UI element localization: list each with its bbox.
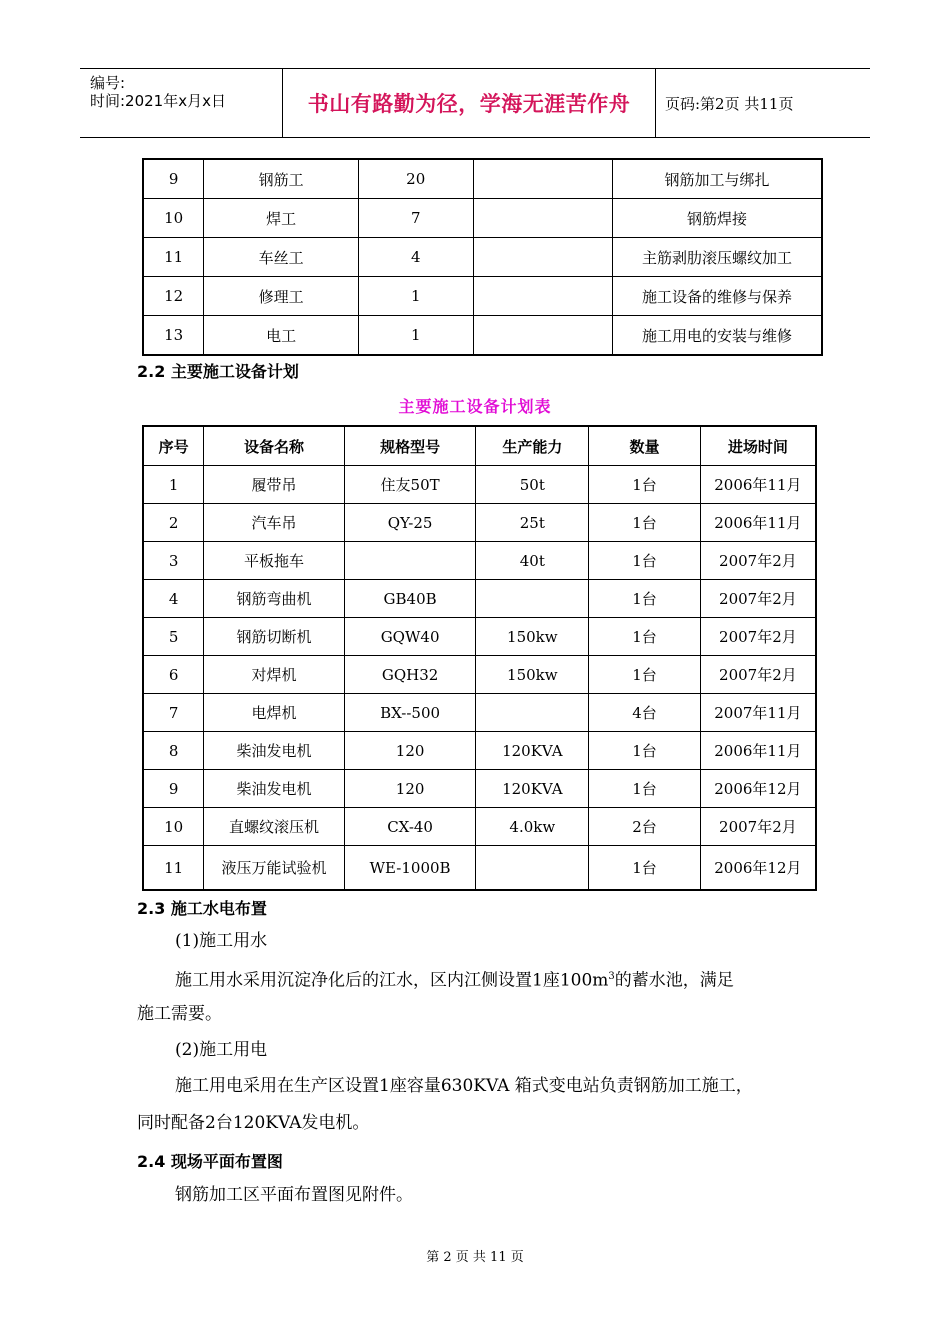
table-row	[143, 618, 816, 656]
motto-text: 书山有路勤为径，学海无涯苦作舟	[307, 91, 631, 116]
equipment-cell: WE-1000B	[344, 846, 476, 891]
equipment-cell: 9	[143, 770, 204, 808]
table-row	[143, 277, 822, 316]
equipment-cell: 1台	[589, 656, 701, 694]
water-sup: 3	[608, 971, 615, 982]
labor-cell-trade: 焊工	[204, 199, 359, 238]
table-row	[143, 542, 816, 580]
table-row	[143, 846, 816, 891]
equipment-cell: GQW40	[344, 618, 476, 656]
equipment-cell: 钢筋弯曲机	[204, 580, 344, 618]
equipment-header-cell: 设备名称	[204, 426, 344, 466]
equipment-cell: 钢筋切断机	[204, 618, 344, 656]
equipment-cell: 1台	[589, 846, 701, 891]
equipment-cell: 2007年11月	[700, 694, 816, 732]
equipment-cell: 2007年2月	[700, 580, 816, 618]
labor-cell-no: 12	[143, 277, 204, 316]
labor-cell-count: 1	[358, 316, 473, 356]
equipment-cell: 1台	[589, 504, 701, 542]
labor-cell-task: 钢筋加工与绑扎	[613, 159, 822, 199]
equipment-cell: 7	[143, 694, 204, 732]
equipment-cell: CX-40	[344, 808, 476, 846]
labor-cell-no: 9	[143, 159, 204, 199]
equipment-cell: 40t	[476, 542, 589, 580]
equipment-cell: 8	[143, 732, 204, 770]
labor-cell-extra	[473, 316, 613, 356]
labor-cell-extra	[473, 159, 613, 199]
doc-time-label: 时间:2021年x月x日	[90, 92, 226, 110]
power-subheading: (2)施工用电	[175, 1040, 268, 1060]
equipment-cell: 11	[143, 846, 204, 891]
equipment-cell: 1台	[589, 618, 701, 656]
equipment-cell: 1台	[589, 732, 701, 770]
equipment-cell	[476, 846, 589, 891]
equipment-cell: 2006年12月	[700, 846, 816, 891]
water-text-a: 施工用水采用沉淀净化后的江水，区内江侧设置1座100m	[175, 970, 609, 991]
labor-cell-count: 1	[358, 277, 473, 316]
labor-cell-trade: 电工	[204, 316, 359, 356]
labor-cell-count: 20	[358, 159, 473, 199]
table-row	[143, 504, 816, 542]
table-row	[143, 770, 816, 808]
equipment-cell: 汽车吊	[204, 504, 344, 542]
equipment-cell: 2006年11月	[700, 732, 816, 770]
page-footer: 第 2 页 共 11 页	[426, 1250, 524, 1265]
equipment-cell: 120	[344, 732, 476, 770]
equipment-cell: 25t	[476, 504, 589, 542]
equipment-header-cell: 生产能力	[476, 426, 589, 466]
equipment-table	[142, 425, 817, 891]
table-row	[143, 656, 816, 694]
equipment-cell: 2台	[589, 808, 701, 846]
equipment-cell: 5	[143, 618, 204, 656]
header-page-info: 页码:第2页 共11页	[665, 94, 794, 113]
power-paragraph-line-1: 施工用电采用在生产区设置1座容量630KVA 箱式变电站负责钢筋加工施工，	[175, 1076, 753, 1096]
equipment-cell: 直螺纹滚压机	[204, 808, 344, 846]
table-row	[143, 159, 822, 199]
equipment-cell: 住友50T	[344, 466, 476, 504]
equipment-cell: 10	[143, 808, 204, 846]
equipment-cell: GB40B	[344, 580, 476, 618]
labor-cell-count: 7	[358, 199, 473, 238]
water-paragraph-line-1	[175, 967, 734, 991]
equipment-cell: 履带吊	[204, 466, 344, 504]
equipment-cell: 2007年2月	[700, 542, 816, 580]
labor-table	[142, 158, 823, 356]
header-motto	[282, 69, 656, 137]
labor-cell-extra	[473, 277, 613, 316]
equipment-cell: 柴油发电机	[204, 732, 344, 770]
equipment-cell: 液压万能试验机	[204, 846, 344, 891]
equipment-header-cell: 数量	[589, 426, 701, 466]
equipment-cell: 1台	[589, 580, 701, 618]
equipment-cell: 电焊机	[204, 694, 344, 732]
labor-cell-trade: 钢筋工	[204, 159, 359, 199]
equipment-table-header	[143, 426, 816, 466]
equipment-cell: 4.0kw	[476, 808, 589, 846]
equipment-cell: BX--500	[344, 694, 476, 732]
equipment-cell: 2006年11月	[700, 466, 816, 504]
equipment-cell	[476, 694, 589, 732]
water-text-b: 的蓄水池，满足	[614, 970, 734, 991]
section-2-2-heading: 2.2 主要施工设备计划	[137, 362, 299, 381]
equipment-cell: QY-25	[344, 504, 476, 542]
labor-cell-trade: 修理工	[204, 277, 359, 316]
labor-cell-task: 施工用电的安装与维修	[613, 316, 822, 356]
equipment-cell: 1台	[589, 466, 701, 504]
equipment-cell: 2007年2月	[700, 618, 816, 656]
doc-number-label: 编号:	[90, 74, 126, 92]
equipment-cell: 2006年11月	[700, 504, 816, 542]
equipment-cell: 平板拖车	[204, 542, 344, 580]
equipment-cell: GQH32	[344, 656, 476, 694]
table-row	[143, 238, 822, 277]
equipment-cell: 4台	[589, 694, 701, 732]
table-row	[143, 466, 816, 504]
page-header	[80, 68, 870, 138]
equipment-cell: 3	[143, 542, 204, 580]
equipment-cell: 50t	[476, 466, 589, 504]
table-row	[143, 694, 816, 732]
table-row	[143, 580, 816, 618]
table-row	[143, 199, 822, 238]
equipment-cell: 2006年12月	[700, 770, 816, 808]
water-paragraph-line-2: 施工需要。	[137, 1004, 222, 1024]
equipment-cell	[476, 580, 589, 618]
labor-cell-task: 主筋剥肋滚压螺纹加工	[613, 238, 822, 277]
equipment-cell: 150kw	[476, 618, 589, 656]
equipment-cell: 150kw	[476, 656, 589, 694]
equipment-cell: 120	[344, 770, 476, 808]
header-meta	[80, 69, 282, 137]
equipment-table-caption: 主要施工设备计划表	[398, 397, 552, 416]
section-2-4-heading: 2.4 现场平面布置图	[137, 1152, 283, 1171]
equipment-cell: 柴油发电机	[204, 770, 344, 808]
labor-cell-trade: 车丝工	[204, 238, 359, 277]
equipment-cell: 1	[143, 466, 204, 504]
equipment-header-cell: 序号	[143, 426, 204, 466]
equipment-cell: 2007年2月	[700, 808, 816, 846]
equipment-cell: 对焊机	[204, 656, 344, 694]
power-paragraph-line-2: 同时配备2台120KVA发电机。	[137, 1113, 370, 1133]
table-row	[143, 732, 816, 770]
equipment-cell: 120KVA	[476, 770, 589, 808]
equipment-cell: 2	[143, 504, 204, 542]
equipment-cell: 1台	[589, 542, 701, 580]
water-subheading: (1)施工用水	[175, 931, 268, 951]
equipment-cell: 1台	[589, 770, 701, 808]
layout-paragraph: 钢筋加工区平面布置图见附件。	[175, 1185, 413, 1205]
equipment-cell: 4	[143, 580, 204, 618]
labor-cell-no: 13	[143, 316, 204, 356]
labor-cell-no: 10	[143, 199, 204, 238]
equipment-cell: 120KVA	[476, 732, 589, 770]
table-row	[143, 808, 816, 846]
labor-cell-task: 钢筋焊接	[613, 199, 822, 238]
labor-cell-no: 11	[143, 238, 204, 277]
equipment-cell	[344, 542, 476, 580]
equipment-cell: 6	[143, 656, 204, 694]
equipment-header-cell: 规格型号	[344, 426, 476, 466]
labor-cell-extra	[473, 238, 613, 277]
labor-cell-count: 4	[358, 238, 473, 277]
equipment-cell: 2007年2月	[700, 656, 816, 694]
labor-cell-task: 施工设备的维修与保养	[613, 277, 822, 316]
section-2-3-heading: 2.3 施工水电布置	[137, 899, 267, 918]
equipment-header-cell: 进场时间	[700, 426, 816, 466]
labor-cell-extra	[473, 199, 613, 238]
table-row	[143, 316, 822, 356]
